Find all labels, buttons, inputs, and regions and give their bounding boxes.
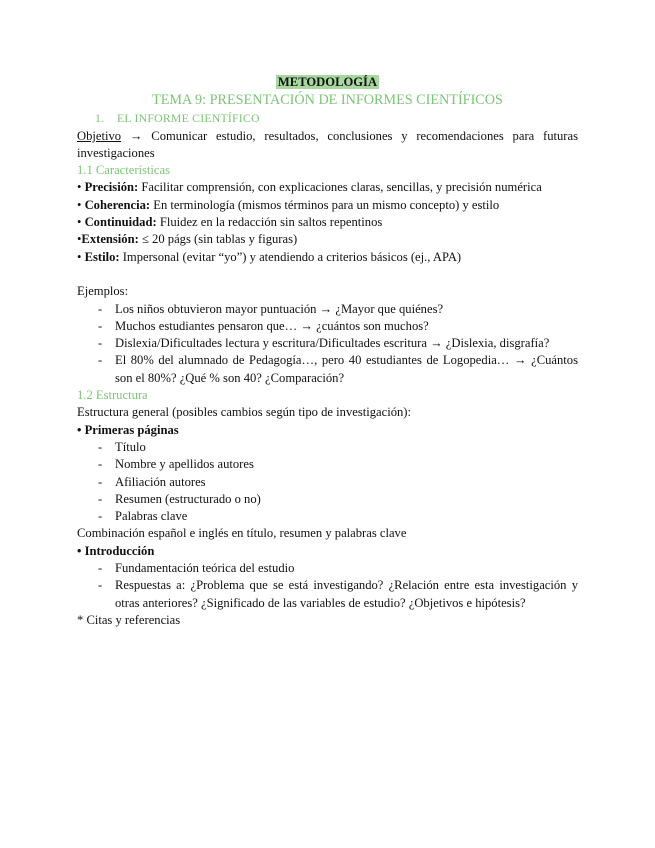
characteristic-label: Continuidad: (84, 215, 157, 230)
list-item: - Afiliación autores (77, 474, 578, 491)
characteristic-text: ≤ 20 págs (sin tablas y figuras) (141, 232, 298, 247)
objective-paragraph (77, 128, 578, 163)
arrow-icon: → (129, 128, 143, 143)
list-item: - Muchos estudiantes pensaron que… → ¿cuántos son muchos? (77, 318, 578, 335)
list-item: - Título (77, 439, 578, 456)
list-item: - El 80% del alumnado de Pedagogía…, pero 40 estudiantes de Logopedia… → ¿Cuántos son el 80%? ¿Qué % son 40? ¿Comparación? (77, 352, 578, 387)
list-item: - Nombre y apellidos autores (77, 456, 578, 473)
examples-list (77, 301, 578, 387)
objective-label: Objetivo (77, 128, 122, 143)
introduction-list (77, 560, 578, 612)
list-item: - Los niños obtuvieron mayor puntuación → ¿Mayor que quiénes? (77, 301, 578, 318)
bullet-icon: • (77, 543, 82, 558)
blank-line (77, 266, 578, 283)
characteristic-label: Extensión: (81, 232, 139, 247)
characteristic-item (77, 231, 578, 248)
combination-note: Combinación español e inglés en título, resumen y palabras clave (77, 526, 407, 541)
section-number: 1. (95, 111, 105, 126)
first-pages-heading (77, 422, 578, 439)
characteristic-item (77, 214, 578, 231)
list-item: - Palabras clave (77, 508, 578, 525)
document-title: METODOLOGÍA (277, 75, 378, 89)
subsection-structure: 1.2 Estructura (77, 388, 148, 403)
document-page (77, 74, 578, 629)
introduction-heading (77, 543, 578, 560)
bullet-icon: • (77, 249, 82, 264)
characteristic-label: Estilo: (84, 249, 120, 264)
characteristic-label: Coherencia: (84, 197, 151, 212)
first-pages-label: Primeras páginas (84, 422, 179, 437)
bullet-icon: • (77, 232, 82, 247)
title-line (77, 74, 578, 91)
structure-intro: Estructura general (posibles cambios según tipo de investigación): (77, 405, 411, 420)
section-label: EL INFORME CIENTÍFICO (117, 111, 260, 126)
subsection-characteristics: 1.1 Características (77, 163, 171, 178)
first-pages-list (77, 439, 578, 525)
characteristic-text: Fluidez en la redacción sin saltos repentinos (159, 215, 383, 230)
characteristic-item (77, 197, 578, 214)
list-item: - Fundamentación teórica del estudio (77, 560, 578, 577)
objective-text: Comunicar estudio, resultados, conclusiones y recomendaciones para futuras investigaciones (77, 128, 578, 160)
examples-label: Ejemplos: (77, 284, 129, 299)
characteristic-text: Impersonal (evitar “yo”) y atendiendo a criterios básicos (ej., APA) (122, 249, 462, 264)
characteristic-label: Precisión: (84, 180, 139, 195)
characteristic-item (77, 179, 578, 196)
bullet-icon: • (77, 180, 82, 195)
list-item: - Resumen (estructurado o no) (77, 491, 578, 508)
topic-heading: TEMA 9: PRESENTACIÓN DE INFORMES CIENTÍFICOS (152, 92, 503, 109)
citations-note: * Citas y referencias (77, 612, 181, 627)
list-item: - Dislexia/Dificultades lectura y escritura/Dificultades escritura → ¿Dislexia, disgrafía? (77, 335, 578, 352)
section-heading (95, 110, 578, 127)
introduction-label: Introducción (84, 543, 155, 558)
bullet-icon: • (77, 215, 82, 230)
bullet-icon: • (77, 197, 82, 212)
characteristic-item (77, 249, 578, 266)
characteristic-text: Facilitar comprensión, con explicaciones claras, sencillas, y precisión numérica (141, 180, 542, 195)
list-item: - Respuestas a: ¿Problema que se está investigando? ¿Relación entre esta investigación y otras anteriores? ¿Significado de las variables de estudio? ¿Objetivos e hipótesis? (77, 577, 578, 612)
bullet-icon: • (77, 422, 82, 437)
characteristic-text: En terminología (mismos términos para un mismo concepto) y estilo (153, 197, 500, 212)
